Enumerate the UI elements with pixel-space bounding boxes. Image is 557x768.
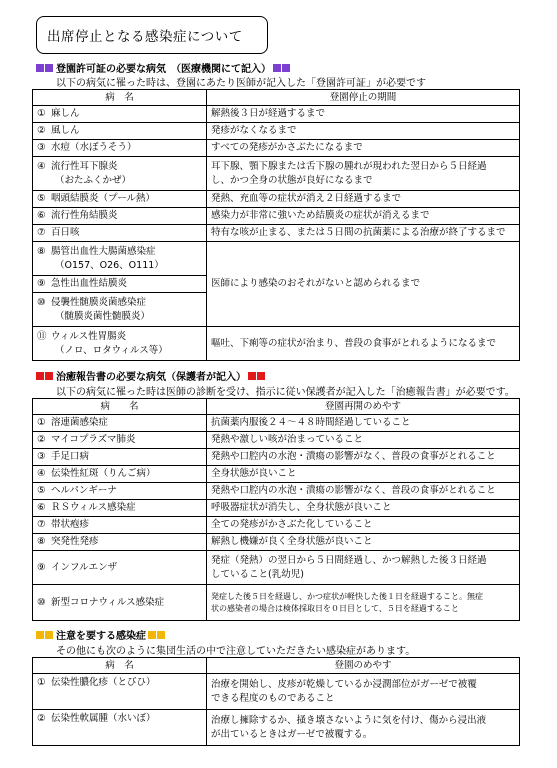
square-marker-icon [282, 64, 290, 72]
disease-name: 伝染性膿化疹（とびひ） [51, 677, 156, 688]
disease-name: 新型コロナウィルス感染症 [51, 596, 165, 608]
square-marker-icon [257, 372, 265, 380]
table-row: ⑦ 百日咳 特有な咳が止まる、または５日間の抗菌薬による治療が終了するまで [33, 225, 520, 242]
table-row: ① 溶連菌感染症 抗菌薬内服後２４～４８時間経過していること [33, 415, 520, 432]
table-row: ⑪ ウィルス性胃腸炎 （ノロ、ロタウィルス等） 嘔吐、下痢等の症状が治まり、普段の食事がとれるようになるまで [33, 327, 520, 361]
square-marker-icon [273, 64, 281, 72]
table-row: ⑤ ヘルパンギーナ 発熱や口腔内の水泡・潰瘍の影響がなく、普段の食事がとれること [33, 483, 520, 500]
section3-heading: 注意を要する感染症 [36, 627, 166, 642]
period-cell: 解熱し機嫌が良く全身状態が良いこと [207, 534, 520, 551]
period-cell: 発熱や口腔内の水泡・潰瘍の影響がなく、普段の食事がとれること [207, 449, 520, 466]
disease-name: 流行性耳下腺炎 [51, 160, 118, 172]
square-marker-icon [248, 372, 256, 380]
column-header: 病 名 [33, 658, 207, 674]
table-row: ⑨ インフルエンザ 発症（発熱）の翌日から５日間経過し、かつ解熱した後３日経過 していること(乳幼児) [33, 551, 520, 585]
disease-name: 咽頭結膜炎（プール熱） [51, 193, 156, 204]
disease-name: 侵襲性髄膜炎菌感染症 [51, 296, 147, 308]
disease-name: 風しん [51, 125, 80, 136]
section1-heading: 登園許可証の必要な病気 （医療機関にて記入） [36, 60, 291, 75]
table-row: ② 風しん 発疹がなくなるまで [33, 123, 520, 140]
table-header-row [33, 658, 520, 674]
period-cell: 呼吸器症状が消失し、全身状態が良いこと [207, 500, 520, 517]
period-cell: 発熱、充血等の症状が消え２日経過するまで [207, 191, 520, 208]
disease-name: 伝染性紅斑（りんご病） [51, 468, 156, 479]
column-header: 病 名 [33, 399, 207, 415]
disease-name: ウィルス性胃腸炎 [51, 330, 127, 342]
square-marker-icon [45, 372, 53, 380]
period-cell: 耳下腺、顎下腺または舌下腺の腫れが現われた翌日から５日経過 し、かつ全身の状態が良好になるまで [207, 157, 520, 191]
table-row: ⑥ ＲＳウィルス感染症 呼吸器症状が消失し、全身状態が良いこと [33, 500, 520, 517]
table-row: ⑨ 急性出血性結膜炎 [33, 276, 520, 293]
period-cell: 特有な咳が止まる、または５日間の抗菌薬による治療が終了するまで [207, 225, 520, 242]
period-cell: 発疹がなくなるまで [207, 123, 520, 140]
column-header: 登園停止の期間 [207, 90, 520, 106]
disease-name: 百日咳 [51, 227, 80, 238]
table-header-row [33, 90, 520, 106]
disease-name: 溶連菌感染症 [51, 417, 109, 428]
period-cell: 発症（発熱）の翌日から５日間経過し、かつ解熱した後３日経過 していること(乳幼児) [207, 551, 520, 585]
table-row: ⑩ 侵襲性髄膜炎菌感染症 （髄膜炎菌性髄膜炎） [33, 293, 520, 327]
square-marker-icon [45, 64, 53, 72]
table-row: ⑩ 新型コロナウィルス感染症 発症した後５日を経過し、かつ症状が軽快した後１日を経過すること。無症 状の感染者の場合は検体採取日を０日目として、５日を経過すること [33, 585, 520, 621]
period-cell: 発症した後５日を経過し、かつ症状が軽快した後１日を経過すること。無症 状の感染者の場合は検体採取日を０日目として、５日を経過すること [207, 585, 520, 621]
table-row: ① 麻しん 解熱後３日が経過するまで [33, 106, 520, 123]
disease-name: 水痘（水ぼうそう） [51, 142, 137, 153]
table-row: ④ 流行性耳下腺炎 （おたふくかぜ） 耳下腺、顎下腺または舌下腺の腫れが現われた翌日から５日経過 し、かつ全身の状態が良好になるまで [33, 157, 520, 191]
disease-name: 流行性角結膜炎 [51, 210, 118, 221]
square-marker-icon [36, 631, 44, 639]
table-row: ⑦ 帯状疱疹 全ての発疹がかさぶた化していること [33, 517, 520, 534]
table-header-row [33, 399, 520, 415]
table-row: ② 伝染性軟属腫（水いぼ） 治療し擁除するか、掻き壊さないように気を付け、傷から浸出液 が出ているときはガーゼで被覆する。 [33, 710, 520, 746]
period-cell: 発熱や激しい咳が治まっていること [207, 432, 520, 449]
disease-name: 突発性発疹 [51, 536, 99, 547]
section1-intro: 以下の病気に罹った時は、登園にあたり医師が記入した「登園許可証」が必要です [56, 78, 426, 89]
period-cell: 嘔吐、下痢等の症状が治まり、普段の食事がとれるようになるまで [207, 327, 520, 361]
period-cell: 全ての発疹がかさぶた化していること [207, 517, 520, 534]
table-row: ③ 手足口病 発熱や口腔内の水泡・潰瘍の影響がなく、普段の食事がとれること [33, 449, 520, 466]
disease-name: 腸管出血性大腸菌感染症 [51, 245, 156, 257]
column-header: 病 名 [33, 90, 207, 106]
disease-name: マイコプラズマ肺炎 [51, 434, 136, 445]
section2-intro: 以下の病気に罹った時は医師の診断を受け、指示に従い保護者が記入した「治癒報告書」が必要です。 [56, 387, 515, 398]
period-cell: すべての発疹がかさぶたになるまで [207, 140, 520, 157]
period-cell: 感染力が非常に強いため結膜炎の症状が消えるまで [207, 208, 520, 225]
square-marker-icon [157, 631, 165, 639]
table-row: ⑤ 咽頭結膜炎（プール熱） 発熱、充血等の症状が消え２日経過するまで [33, 191, 520, 208]
table-row: ⑧ 突発性発疹 解熱し機嫌が良く全身状態が良いこと [33, 534, 520, 551]
section3-intro: その他にも次のように集団生活の中で注意していただきたい感染症があります。 [56, 646, 416, 657]
disease-name: インフルエンザ [51, 561, 118, 573]
disease-name: ヘルパンギーナ [51, 485, 117, 496]
section1-table [32, 89, 520, 361]
page-title: 出席停止となる感染症について [36, 16, 268, 54]
disease-name: 伝染性軟属腫（水いぼ） [51, 713, 156, 724]
period-cell: 解熱後３日が経過するまで [207, 106, 520, 123]
merged-period-cell: 医師により感染のおそれがないと認められるまで [207, 242, 520, 327]
period-cell: 発熱や口腔内の水泡・潰瘍の影響がなく、普段の食事がとれること [207, 483, 520, 500]
square-marker-icon [36, 372, 44, 380]
period-cell: 抗菌薬内服後２４～４８時間経過していること [207, 415, 520, 432]
table-row: ② マイコプラズマ肺炎 発熱や激しい咳が治まっていること [33, 432, 520, 449]
disease-name: ＲＳウィルス感染症 [51, 502, 136, 513]
period-cell: 治療を開始し、皮疹が乾燥しているか浸潤部位がガーゼで被覆 できる程度のものであること [207, 674, 520, 710]
square-marker-icon [45, 631, 53, 639]
table-row: ⑧ 腸管出血性大腸菌感染症 （O157、O26、O111） 医師により感染のおそれがないと認められるまで [33, 242, 520, 276]
table-row: ④ 伝染性紅斑（りんご病） 全身状態が良いこと [33, 466, 520, 483]
table-row: ⑥ 流行性角結膜炎 感染力が非常に強いため結膜炎の症状が消えるまで [33, 208, 520, 225]
section3-table [32, 657, 520, 746]
disease-name: 麻しん [51, 108, 80, 119]
disease-name: 帯状疱疹 [51, 519, 90, 530]
column-header: 登園のめやす [207, 658, 520, 674]
section2-table [32, 398, 520, 621]
column-header: 登園再開のめやす [207, 399, 520, 415]
table-row: ① 伝染性膿化疹（とびひ） 治療を開始し、皮疹が乾燥しているか浸潤部位がガーゼで被覆 できる程度のものであること [33, 674, 520, 710]
square-marker-icon [148, 631, 156, 639]
section2-heading: 治癒報告書の必要な病気（保護者が記入） [36, 368, 266, 383]
disease-name: 急性出血性結膜炎 [51, 278, 128, 289]
square-marker-icon [36, 64, 44, 72]
table-row: ③ 水痘（水ぼうそう） すべての発疹がかさぶたになるまで [33, 140, 520, 157]
disease-name: 手足口病 [51, 451, 90, 462]
period-cell: 治療し擁除するか、掻き壊さないように気を付け、傷から浸出液 が出ているときはガーゼで被覆する。 [207, 710, 520, 746]
period-cell: 全身状態が良いこと [207, 466, 520, 483]
